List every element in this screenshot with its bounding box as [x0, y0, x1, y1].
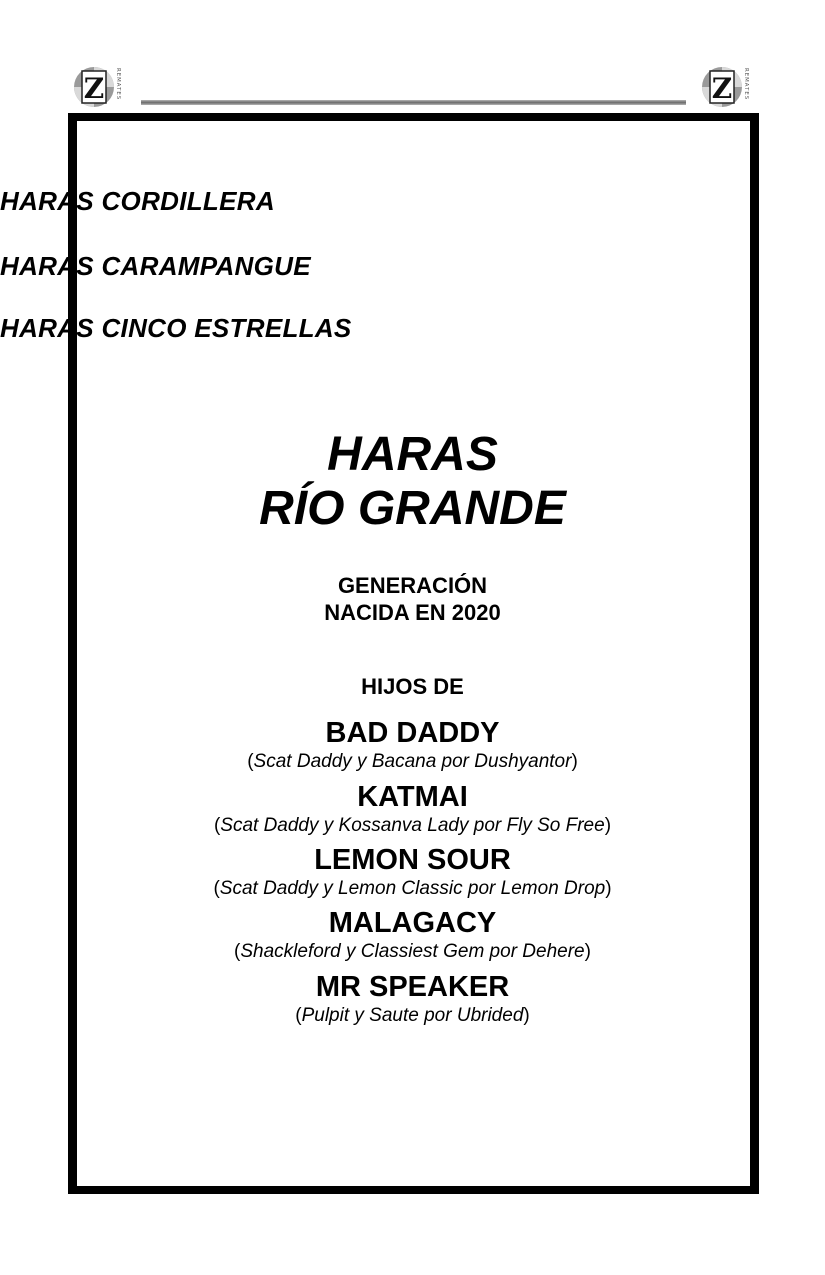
sire-pedigree: (Scat Daddy y Kossanva Lady por Fly So Free)	[213, 815, 612, 836]
remates-logo-left	[72, 62, 124, 110]
sire-entry	[0, 843, 825, 901]
remates-z-logo-icon	[700, 62, 752, 110]
remates-z-logo-icon	[72, 62, 124, 110]
stud-name: HARAS CARAMPANGUE	[0, 251, 311, 281]
sire-name: MALAGACY	[328, 907, 497, 939]
sire-entry	[0, 970, 825, 1028]
generation-info	[0, 572, 825, 626]
stud-name: HARAS CORDILLERA	[0, 186, 275, 216]
sire-entry	[0, 906, 825, 964]
header-rule	[141, 100, 686, 105]
sire-entry	[0, 780, 825, 838]
logo-side-text: REMATES	[115, 68, 121, 101]
remates-logo-right	[700, 62, 752, 110]
title-line-2: RÍO GRANDE	[259, 482, 566, 535]
sire-name: LEMON SOUR	[314, 844, 511, 876]
sire-entry	[0, 716, 825, 774]
sire-name: KATMAI	[357, 781, 468, 813]
title-line-1: HARAS	[327, 428, 498, 481]
logo-letter: Z	[83, 72, 105, 105]
generation-line-1: GENERACIÓN	[337, 573, 488, 598]
sire-pedigree: (Shackleford y Classiest Gem por Dehere)	[234, 941, 591, 962]
sire-name: BAD DADDY	[325, 717, 500, 749]
sire-pedigree: (Scat Daddy y Bacana por Dushyantor)	[247, 751, 578, 772]
sire-name: MR SPEAKER	[315, 971, 510, 1003]
sire-pedigree: (Scat Daddy y Lemon Classic por Lemon Drop)	[213, 878, 612, 899]
stud-list	[0, 186, 825, 343]
generation-line-2: NACIDA EN 2020	[324, 600, 501, 625]
logo-side-text: REMATES	[743, 68, 749, 101]
sire-pedigree: (Pulpit y Saute por Ubrided)	[295, 1005, 530, 1026]
page-title	[0, 428, 825, 536]
logo-letter: Z	[711, 72, 733, 105]
stud-name: HARAS CINCO ESTRELLAS	[0, 313, 352, 343]
sons-heading: HIJOS DE	[361, 674, 464, 699]
